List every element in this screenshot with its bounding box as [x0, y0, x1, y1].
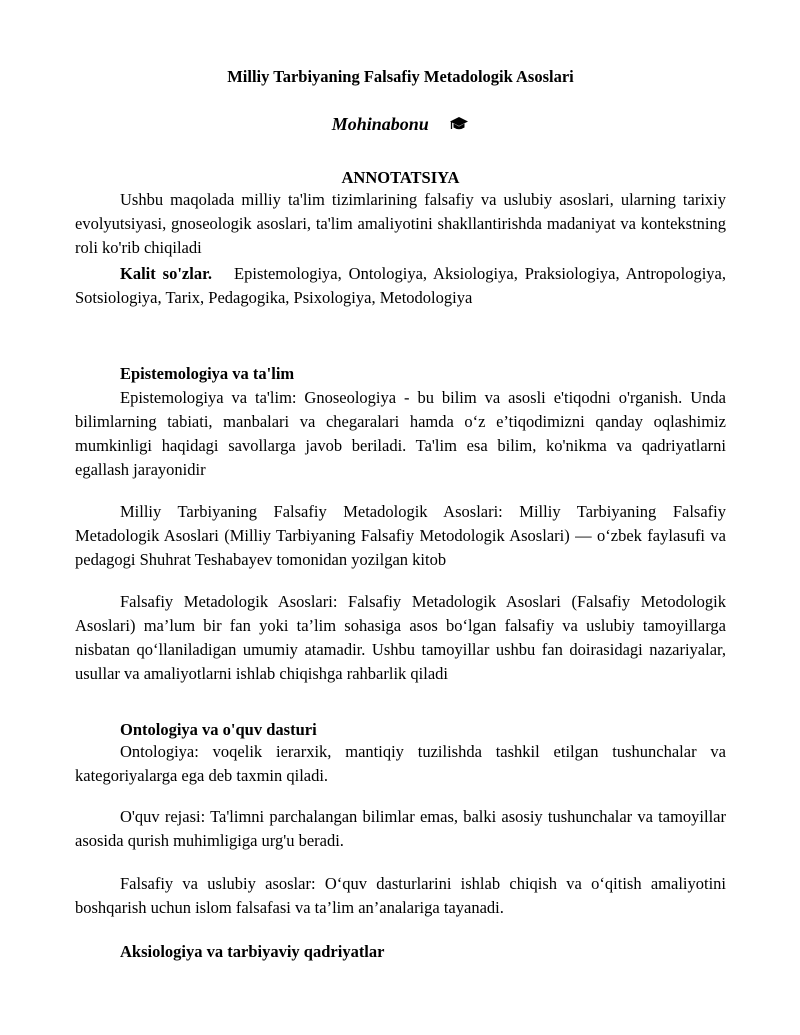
- keywords-paragraph: [75, 262, 726, 310]
- section-paragraph: Milliy Tarbiyaning Falsafiy Metadologik Asoslari: Milliy Tarbiyaning Falsafiy Metadologik Asoslari (Milliy Tarbiyaning Falsafiy Metodologik Asoslari) — o‘zbek faylasufi va pedagogi Shuhrat Teshabayev tomonidan yozilgan kitob: [75, 502, 726, 569]
- document-title: Milliy Tarbiyaning Falsafiy Metadologik Asoslari: [227, 67, 574, 86]
- keywords-block: [75, 262, 726, 310]
- author-name: Mohinabonu: [331, 114, 429, 134]
- section-heading-epistemology: Epistemologiya va ta'lim: [120, 364, 295, 383]
- section-paragraph: Ontologiya: voqelik ierarxik, mantiqiy tuzilishda tashkil etilgan tushunchalar va kategoriyalarga ega deb taxmin qiladi.: [75, 742, 726, 785]
- section-paragraph: Epistemologiya va ta'lim: Gnoseologiya - bu bilim va asosli e'tiqodni o'rganish. Unda bilimlarning tabiati, manbalari va chegaralari hamda o‘z e’tiqodimizni qanday oqlashimiz mumkinligi haqidagi savollarga javob beriladi. Ta'lim esa bilim, ko'nikma va qadriyatlarni egallash jarayonidir: [75, 388, 726, 479]
- annotation-heading: ANNOTATSIYA: [341, 168, 460, 187]
- keywords-label: Kalit so'zlar.: [120, 264, 213, 283]
- author-line: [75, 114, 726, 137]
- section-paragraph: Falsafiy va uslubiy asoslar: O‘quv dasturlarini ishlab chiqish va o‘qitish amaliyotini boshqarish uchun islom falsafasi va ta’lim an’analariga tayanadi.: [75, 874, 726, 917]
- section-paragraph: Falsafiy Metadologik Asoslari: Falsafiy Metadologik Asoslari (Falsafiy Metodologik Asoslari) ma’lum bir fan yoki ta’lim sohasiga asos bo‘lgan falsafiy va uslubiy tamoyillarga nisbatan qo‘llaniladigan umumiy atamadir. Ushbu tamoyillar ushbu fan doirasidagi nazariyalar, usullar va amaliyotlarni ishlab chiqishga rahbarlik qiladi: [75, 592, 726, 683]
- annotation-paragraph: Ushbu maqolada milliy ta'lim tizimlarining falsafiy va uslubiy asoslari, ularning tarixiy evolyutsiyasi, gnoseologik asoslari, ta'lim amaliyotini shakllantirishda madaniyat va kontekstning roli ko'rib chiqiladi: [75, 190, 726, 257]
- section-paragraph: O'quv rejasi: Ta'limni parchalangan bilimlar emas, balki asosiy tushunchalar va tamoyillar asosida qurish muhimligiga urg'u beradi.: [75, 807, 726, 850]
- section-heading-axiology: Aksiologiya va tarbiyaviy qadriyatlar: [120, 942, 385, 961]
- keywords-list: Epistemologiya, Ontologiya, Aksiologiya, Praksiologiya, Antropologiya, Sotsiologiya, Tarix, Pedagogika, Psixologiya, Metodologiya: [75, 264, 726, 307]
- annotation-text-block: [75, 188, 726, 260]
- section-heading-ontology: Ontologiya va o'quv dasturi: [120, 720, 317, 739]
- graduation-cap-icon: [449, 116, 469, 137]
